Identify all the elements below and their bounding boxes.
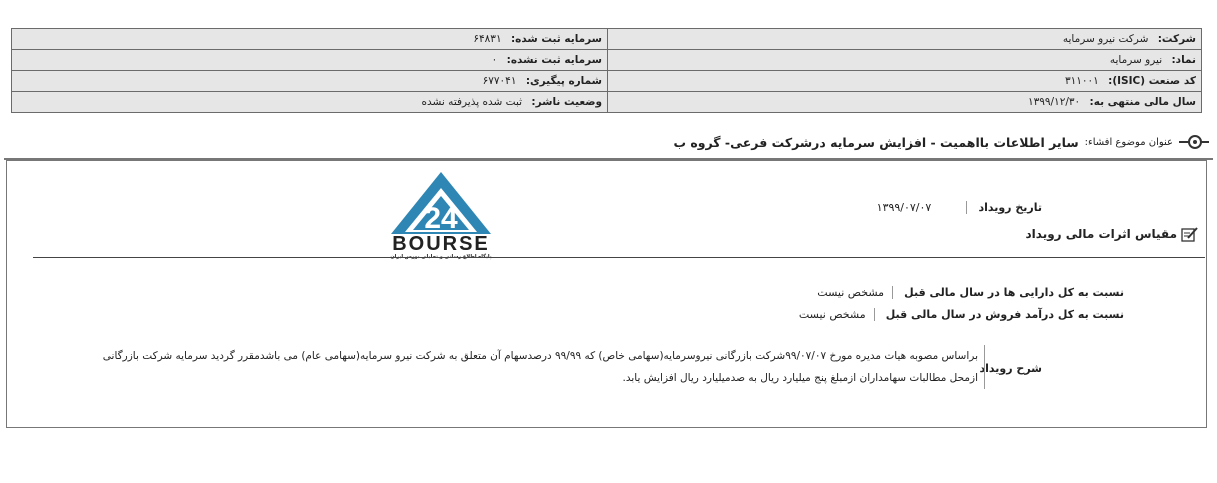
publisher-status-value: ثبت شده پذیرفته نشده [421,96,523,108]
description-line: براساس مصوبه هیات مدیره مورخ ۹۹/۰۷/۰۷شرکت بازرگانی نیروسرمایه(سهامی خاص) که ۹۹/۹۹ درصدسهام آن متعلق به شرکت نیرو سرمایه(سهامی عام) می باشدمقرر گردید سرمایه شرکت بازرگانی [102,350,978,362]
sales-ratio-value: مشخص نیست [799,308,875,321]
logo-number: 24 [424,202,458,235]
event-date-row [877,196,1042,215]
description-label: شرح رویداد [979,362,1042,375]
registered-capital-cell [12,29,608,50]
disclosure-subject [673,132,1209,152]
fiscal-year-cell [608,92,1202,113]
assets-ratio-label: نسبت به کل دارایی ها در سال مالی قبل [904,286,1124,299]
target-icon [1179,132,1209,152]
logo-word: BOURSE [392,233,490,255]
event-date-label: تاریخ رویداد [978,201,1042,214]
isic-value: ۳۱۱۰۰۱ [1064,75,1099,87]
logo-triangle-icon [385,170,497,236]
unregistered-capital-value: ۰ [491,54,498,66]
info-row [12,50,1202,71]
symbol-label: نماد: [1171,54,1196,66]
financial-impact-title: مقیاس اثرات مالی رویداد [1025,227,1177,241]
info-row [12,71,1202,92]
tracking-value: ۶۷۷۰۴۱ [482,75,517,87]
registered-capital-label: سرمایه ثبت شده: [510,33,602,45]
publisher-status-cell [12,92,608,113]
info-row [12,29,1202,50]
unregistered-capital-label: سرمایه ثبت نشده: [506,54,602,66]
bourse24-logo [385,170,497,266]
description-line: ازمحل مطالبات سهامداران ازمبلغ پنج میلیارد ریال به صدمیلیارد ریال افزایش یابد. [622,372,978,384]
isic-label: کد صنعت (ISIC): [1108,75,1196,87]
company-label: شرکت: [1157,33,1196,45]
sales-ratio-row [799,303,1124,322]
sales-ratio-label: نسبت به کل درآمد فروش در سال مالی قبل [885,308,1124,321]
company-value: شرکت نیرو سرمایه [1062,33,1149,45]
isic-cell [608,71,1202,92]
event-description [83,345,985,389]
section-divider [33,257,1205,258]
fiscal-year-label: سال مالی منتهی به: [1089,96,1196,108]
fiscal-year-value: ۱۳۹۹/۱۲/۳۰ [1027,96,1081,108]
company-info-table [11,28,1202,113]
event-date-value: ۱۳۹۹/۰۷/۰۷ [877,201,968,214]
assets-ratio-row [817,281,1124,300]
subject-text: سایر اطلاعات بااهمیت - افزایش سرمایه درشرکت فرعی- گروه ب [673,134,1079,150]
symbol-value: نیرو سرمایه [1109,54,1163,66]
tracking-label: شماره پیگیری: [525,75,602,87]
financial-impact-header [1026,226,1199,242]
assets-ratio-value: مشخص نیست [817,286,893,299]
subject-label: عنوان موضوع افشاء: [1084,136,1173,148]
description-label-wrap [980,357,1043,376]
info-row [12,92,1202,113]
company-cell [608,29,1202,50]
unregistered-capital-cell [12,50,608,71]
edit-icon [1181,226,1199,242]
symbol-cell [608,50,1202,71]
tracking-cell [12,71,608,92]
registered-capital-value: ۶۴۸۳۱ [473,33,502,45]
publisher-status-label: وضعیت ناشر: [531,96,602,108]
